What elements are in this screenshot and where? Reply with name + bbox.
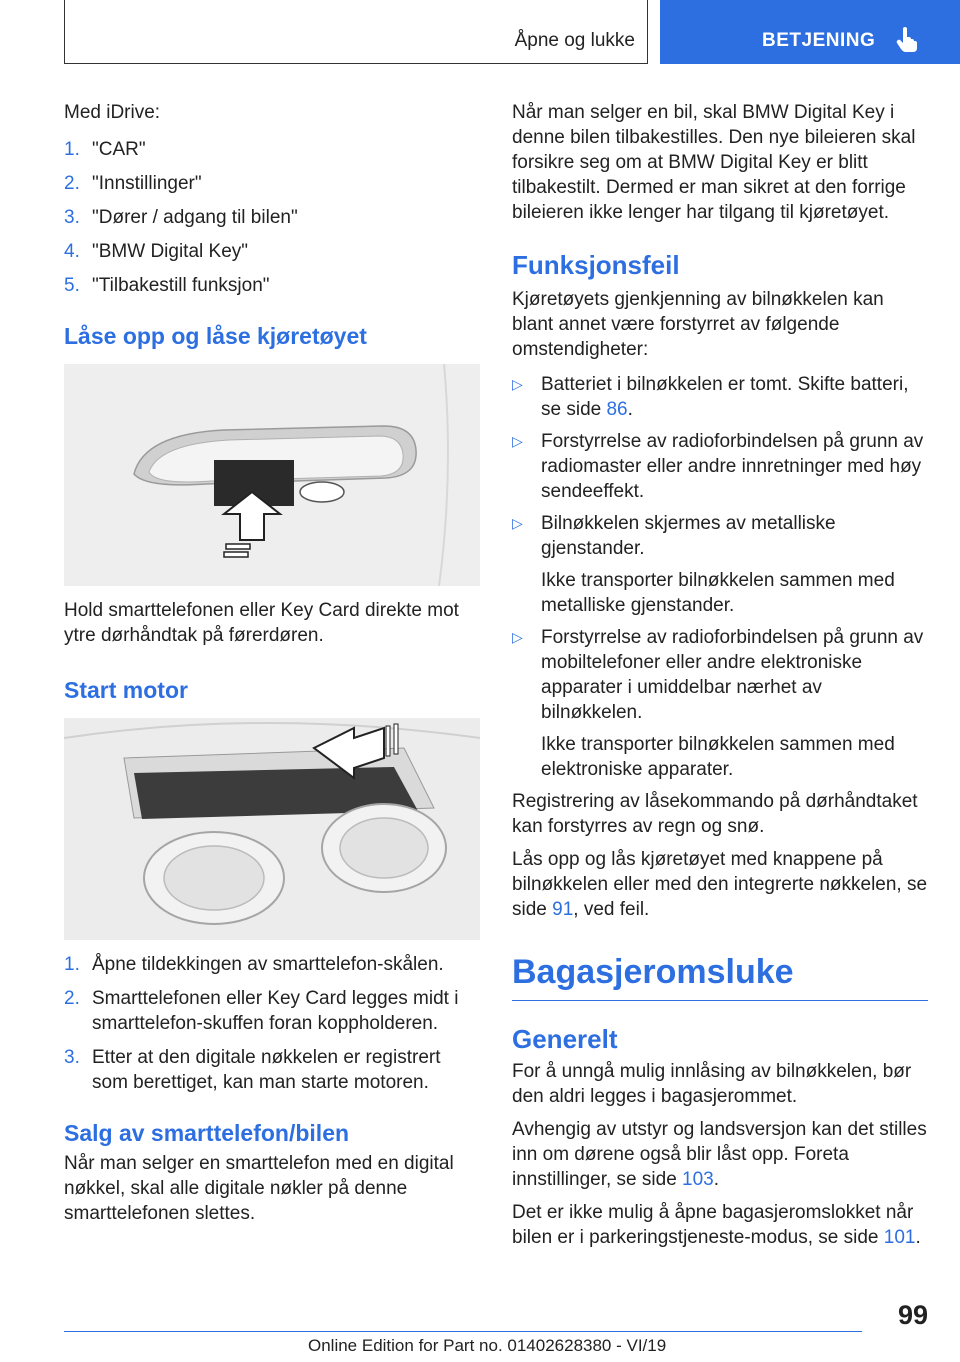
bullet-text: Forstyrrelse av radioforbindelsen på grunn av mobiltelefoner eller andre elektroniske apparater i umiddelbar nærhet av bilnøkkelen. <box>541 627 924 723</box>
start-heading: Start motor <box>64 677 188 703</box>
step-number: 2. <box>64 988 80 1009</box>
footer-edition: Online Edition for Part no. 01402628380 - VI/19 <box>308 1336 667 1355</box>
step-number: 3. <box>64 1047 80 1068</box>
right-column <box>512 100 928 1258</box>
header-section-box <box>64 0 648 64</box>
idrive-step <box>64 239 480 264</box>
page-link-101[interactable]: 101 <box>883 1227 916 1248</box>
fault-bullet <box>512 511 928 561</box>
step-text: "CAR" <box>92 139 146 160</box>
general-p1: For å unngå mulig innlåsing av bilnøkkelen, bør den aldri legges i bagasjerommet. <box>512 1061 912 1107</box>
sale-car-text: Når man selger en bil, skal BMW Digital Key i denne bilen tilbakestilles. Den nye bileieren skal forsikre seg om at BMW Digital Key er blitt tilbakestilt. Dermed er man sikret at den forrige bileieren ikke lenger har tilgang til kjøretøyet. <box>512 102 916 223</box>
step-text: "Dører / adgang til bilen" <box>92 207 298 228</box>
step-text: Etter at den digitale nøkkelen er registrert som berettiget, kan man starte motoren. <box>92 1047 441 1093</box>
page-number: 99 <box>897 1300 928 1330</box>
step-number: 5. <box>64 275 80 296</box>
step-number: 1. <box>64 139 80 160</box>
header-chapter-tab <box>660 0 960 64</box>
bullet-subtext: Ikke transporter bilnøkkelen sammen med metalliske gjenstander. <box>541 570 895 616</box>
step-text: "Tilbakestill funksjon" <box>92 275 270 296</box>
left-column <box>64 100 480 1234</box>
lock-text: Lås opp og lås kjøretøyet med knappene på bilnøkkelen eller med den integrerte nøkkelen, se side 91, ved feil. <box>512 849 928 920</box>
bullet-text: Batteriet i bilnøkkelen er tomt. Skifte batteri, se side 86. <box>541 374 909 420</box>
trunk-heading: Bagasjeromsluke <box>512 953 794 991</box>
idrive-intro: Med iDrive: <box>64 102 161 123</box>
idrive-step <box>64 273 480 298</box>
registration-text: Registrering av låsekommando på dørhåndtaket kan forstyrres av regn og snø. <box>512 791 918 837</box>
idrive-step <box>64 171 480 196</box>
smartphone-tray-illustration <box>64 718 480 940</box>
page-link-103[interactable]: 103 <box>682 1169 714 1190</box>
fault-bullet <box>512 372 928 422</box>
idrive-step <box>64 137 480 162</box>
triangle-bullet-icon: ▷ <box>512 433 523 449</box>
footer-rule <box>64 1331 862 1332</box>
start-step <box>64 986 480 1036</box>
start-step <box>64 1045 480 1095</box>
start-step <box>64 952 480 977</box>
bullet-text: Forstyrrelse av radioforbindelsen på grunn av radiomaster eller andre innretninger med høy sendeeffekt. <box>541 431 924 502</box>
step-number: 1. <box>64 954 80 975</box>
sale-text: Når man selger en smarttelefon med en digital nøkkel, skal alle digitale nøkler på denne smarttelefonen slettes. <box>64 1153 454 1224</box>
general-p2: Avhengig av utstyr og landsversjon kan det stilles inn om dørene også blir låst opp. Foreta innstillinger, se side 103. <box>512 1119 927 1190</box>
fault-bullet <box>512 429 928 504</box>
triangle-bullet-icon: ▷ <box>512 515 523 531</box>
trunk-heading-block <box>512 952 928 1001</box>
step-text: Smarttelefonen eller Key Card legges midt i smarttelefon-skuffen foran koppholderen. <box>92 988 459 1034</box>
page-link-86[interactable]: 86 <box>606 399 628 420</box>
step-text: "BMW Digital Key" <box>92 241 249 262</box>
door-handle-illustration <box>64 364 480 586</box>
triangle-bullet-icon: ▷ <box>512 376 523 392</box>
hand-pointer-icon <box>896 26 918 52</box>
chapter-title: BETJENING <box>762 30 876 51</box>
bullet-text: Bilnøkkelen skjermes av metalliske gjenstander. <box>541 513 836 559</box>
unlock-text: Hold smarttelefonen eller Key Card direkte mot ytre dørhåndtak på førerdøren. <box>64 600 459 646</box>
unlock-heading: Låse opp og låse kjøretøyet <box>64 323 367 349</box>
fault-heading: Funksjonsfeil <box>512 250 680 280</box>
general-p3: Det er ikke mulig å åpne bagasjeromslokket når bilen er i parkeringstjeneste-modus, se side 101. <box>512 1202 921 1248</box>
page-link-91[interactable]: 91 <box>552 899 574 920</box>
general-heading: Generelt <box>512 1024 618 1054</box>
fault-bullet <box>512 625 928 725</box>
sale-heading: Salg av smarttelefon/bilen <box>64 1120 350 1146</box>
section-title: Åpne og lukke <box>514 30 635 51</box>
step-number: 3. <box>64 207 80 228</box>
step-text: "Innstillinger" <box>92 173 202 194</box>
triangle-bullet-icon: ▷ <box>512 629 523 645</box>
step-number: 2. <box>64 173 80 194</box>
fault-intro: Kjøretøyets gjenkjenning av bilnøkkelen kan blant annet være forstyrret av følgende omstendigheter: <box>512 289 884 360</box>
step-number: 4. <box>64 241 80 262</box>
bullet-subtext: Ikke transporter bilnøkkelen sammen med elektroniske apparater. <box>541 734 895 780</box>
idrive-step <box>64 205 480 230</box>
step-text: Åpne tildekkingen av smarttelefon-skålen. <box>92 954 444 975</box>
